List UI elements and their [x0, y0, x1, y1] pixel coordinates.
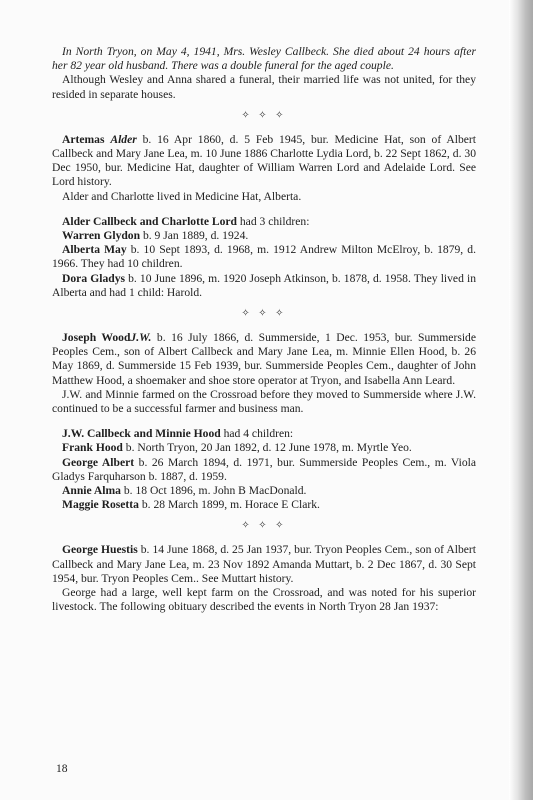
page-gutter-shadow — [509, 0, 533, 800]
child-entry — [52, 441, 476, 455]
joseph-name: Joseph Wood — [62, 331, 131, 345]
artemas-name: Artemas — [62, 132, 105, 146]
artemas-children-heading — [52, 215, 476, 229]
george-note: George had a large, well kept farm on the Crossroad, and was noted for his superior livestock. The following obituary described the events in North Tryon 28 Jan 1937: — [52, 586, 476, 614]
child-entry — [52, 243, 476, 271]
child-details: b. 26 March 1894, d. 1971, bur. Summerside Peoples Cem., m. Viola Gladys Farquharson b. 1887, d. 1959. — [52, 455, 476, 483]
george-entry — [52, 543, 476, 586]
joseph-note: J.W. and Minnie farmed on the Crossroad before they moved to Summerside where J.W. continued to be a successful farmer and business man. — [52, 387, 476, 416]
child-details: b. 28 March 1899, m. Horace E Clark. — [138, 498, 320, 512]
joseph-entry — [52, 331, 476, 388]
page-content — [52, 45, 476, 615]
child-name: Frank Hood — [62, 441, 123, 455]
joseph-bio: b. 16 July 1866, d. Summerside, 1 Dec. 1953, bur. Summerside Peoples Cem., son of Albert Callbeck and Mary Jane Lea, m. Minnie Ellen Hood, b. 26 May 1869, d. Summerside 15 Feb 1939, bur. Summerside Peoples Cem., daughter of John Matthew Hood, a shoemaker and shoe store operator at Tryon, and Isabella Ann Leard. — [52, 331, 476, 387]
child-details: b. 9 Jan 1889, d. 1924. — [140, 229, 249, 243]
child-name: Annie Alma — [62, 484, 121, 498]
child-entry — [52, 456, 476, 484]
artemas-note: Alder and Charlotte lived in Medicine Hat, Alberta. — [62, 189, 302, 203]
joseph-children-heading — [52, 427, 476, 441]
child-name: George Albert — [62, 455, 135, 469]
child-name: Warren Glydon — [62, 229, 141, 243]
child-details: b. North Tryon, 20 Jan 1892, d. 12 June 1978, m. Myrtle Yeo. — [122, 441, 412, 455]
child-details: b. 18 Oct 1896, m. John B MacDonald. — [120, 484, 307, 498]
joseph-couple: J.W. Callbeck and Minnie Hood — [62, 427, 221, 441]
joseph-children-count: had 4 children: — [220, 427, 294, 441]
artemas-bio: b. 16 Apr 1860, d. 5 Feb 1945, bur. Medicine Hat, son of Albert Callbeck and Mary Jane Lea, m. 10 June 1886 Charlotte Lydia Lord, b. 22 Sept 1862, d. 30 Dec 1950, bur. Medicine Hat, daughter of William Warren Lord and Adelaide Lord. See Lord history. — [52, 132, 477, 189]
child-details: b. 10 Sept 1893, d. 1968, m. 1912 Andrew Milton McElroy, b. 1879, d. 1966. They had 10 children. — [52, 243, 476, 271]
artemas-children-count: had 3 children: — [236, 214, 310, 228]
child-entry — [52, 484, 476, 498]
child-entry — [52, 498, 476, 512]
child-name: Dora Gladys — [62, 271, 126, 285]
child-entry — [52, 229, 476, 243]
section-divider-1: ✧ ✧ ✧ — [241, 109, 287, 121]
page-number: 18 — [56, 762, 68, 775]
joseph-alias: J.W. — [130, 331, 152, 345]
child-name: Maggie Rosetta — [62, 498, 139, 512]
george-name: George Huestis — [62, 543, 138, 557]
intro-note: Although Wesley and Anna shared a funeral, their married life was not united, for they resided in separate houses. — [52, 73, 476, 101]
child-entry — [52, 272, 476, 300]
section-divider-2: ✧ ✧ ✧ — [241, 308, 287, 320]
artemas-alias: Alder — [110, 132, 137, 146]
intro-italic-note: In North Tryon, on May 4, 1941, Mrs. Wesley Callbeck. She died about 24 hours after her 82 year old husband. There was a double funeral for the aged couple. — [52, 45, 476, 73]
artemas-couple: Alder Callbeck and Charlotte Lord — [62, 214, 237, 228]
george-bio: b. 14 June 1868, d. 25 Jan 1937, bur. Tryon Peoples Cem., son of Albert Callbeck and Mary Jane Lea, m. 23 Nov 1892 Amanda Muttart, b. 2 Dec 1867, d. 30 Sept 1954, bur. Tryon Peoples Cem.. See Muttart history. — [52, 543, 476, 585]
artemas-entry — [52, 133, 476, 190]
child-details: b. 10 June 1896, m. 1920 Joseph Atkinson, b. 1878, d. 1958. They lived in Alberta and had 1 child: Harold. — [52, 271, 476, 299]
section-divider-3: ✧ ✧ ✧ — [241, 520, 287, 532]
child-name: Alberta May — [62, 243, 127, 257]
